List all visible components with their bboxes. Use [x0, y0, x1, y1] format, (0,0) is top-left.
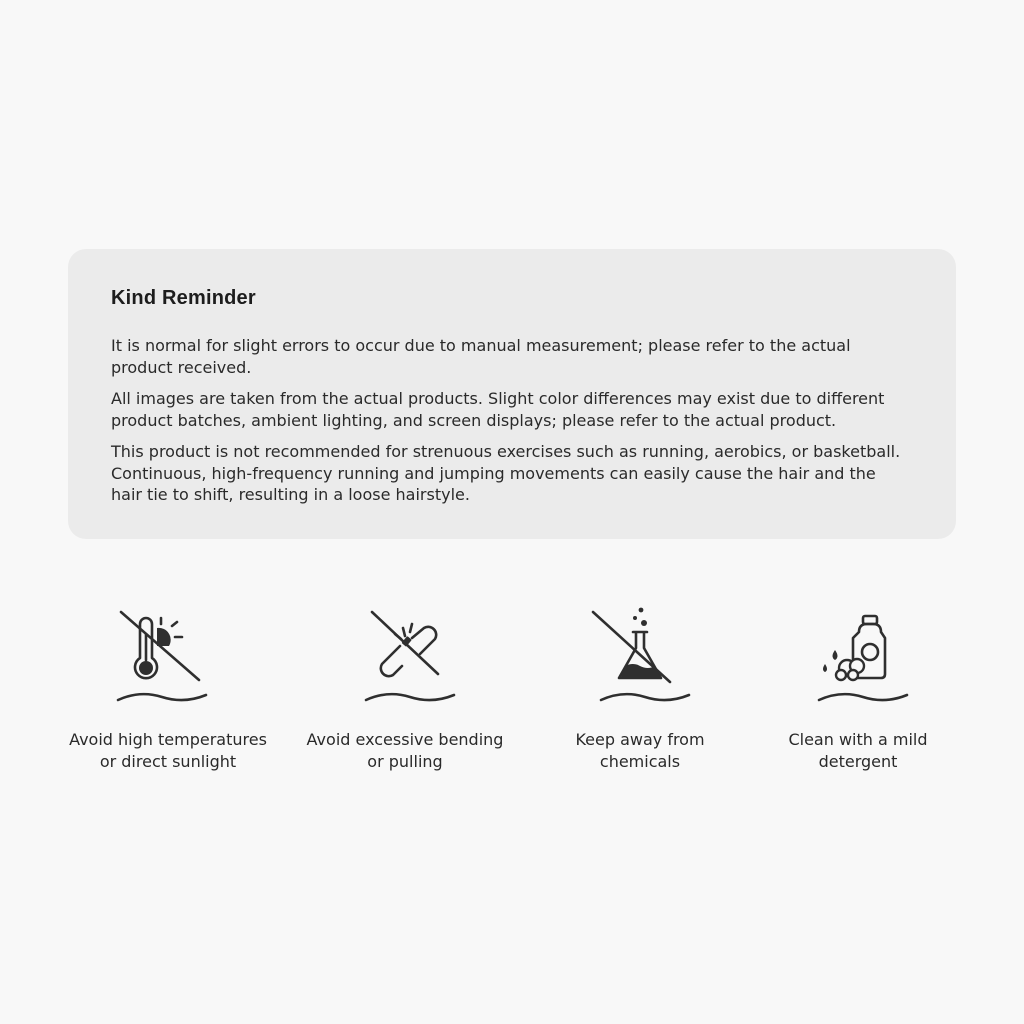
care-label-line: or direct sunlight [99, 752, 237, 771]
reminder-line: Continuous, high-frequency running and jumping movements can easily cause the hair and the [111, 463, 876, 483]
care-label-line: Keep away from [575, 730, 705, 749]
reminder-title: Kind Reminder [111, 287, 256, 309]
care-item-detergent [738, 604, 978, 773]
care-label-bending [285, 729, 525, 773]
reminder-paragraph-color [111, 388, 930, 431]
reminder-paragraph-exercise [111, 441, 930, 506]
reminder-paragraph-measurement [111, 335, 930, 378]
care-label-line: or pulling [367, 752, 443, 771]
reminder-line: product received. [111, 357, 252, 377]
care-label-heat [48, 729, 288, 773]
reminder-line: It is normal for slight errors to occur due to manual measurement; please refer to the actual [111, 336, 851, 355]
chemical-flask-crossed-icon [585, 604, 695, 708]
detergent-bottle-icon [803, 604, 913, 708]
kind-reminder-card [68, 249, 956, 539]
care-label-line: Clean with a mild [788, 730, 928, 749]
care-item-bending [285, 604, 525, 773]
reminder-line: All images are taken from the actual products. Slight color differences may exist due to different [111, 389, 885, 408]
care-label-detergent [738, 729, 978, 773]
reminder-line: This product is not recommended for strenuous exercises such as running, aerobics, or basketball. [111, 442, 901, 461]
care-item-heat [48, 604, 288, 773]
broken-chain-crossed-icon [350, 604, 460, 708]
thermometer-sun-crossed-icon [113, 604, 223, 708]
care-label-chemicals [520, 729, 760, 773]
care-label-line: detergent [818, 752, 898, 771]
care-label-line: Avoid high temperatures [69, 730, 267, 749]
care-label-line: chemicals [599, 752, 681, 771]
reminder-line: hair tie to shift, resulting in a loose hairstyle. [111, 485, 470, 504]
care-item-chemicals [520, 604, 760, 773]
care-instructions [0, 604, 1024, 804]
reminder-line: product batches, ambient lighting, and screen displays; please refer to the actual product. [111, 410, 837, 430]
care-label-line: Avoid excessive bending [306, 730, 504, 749]
